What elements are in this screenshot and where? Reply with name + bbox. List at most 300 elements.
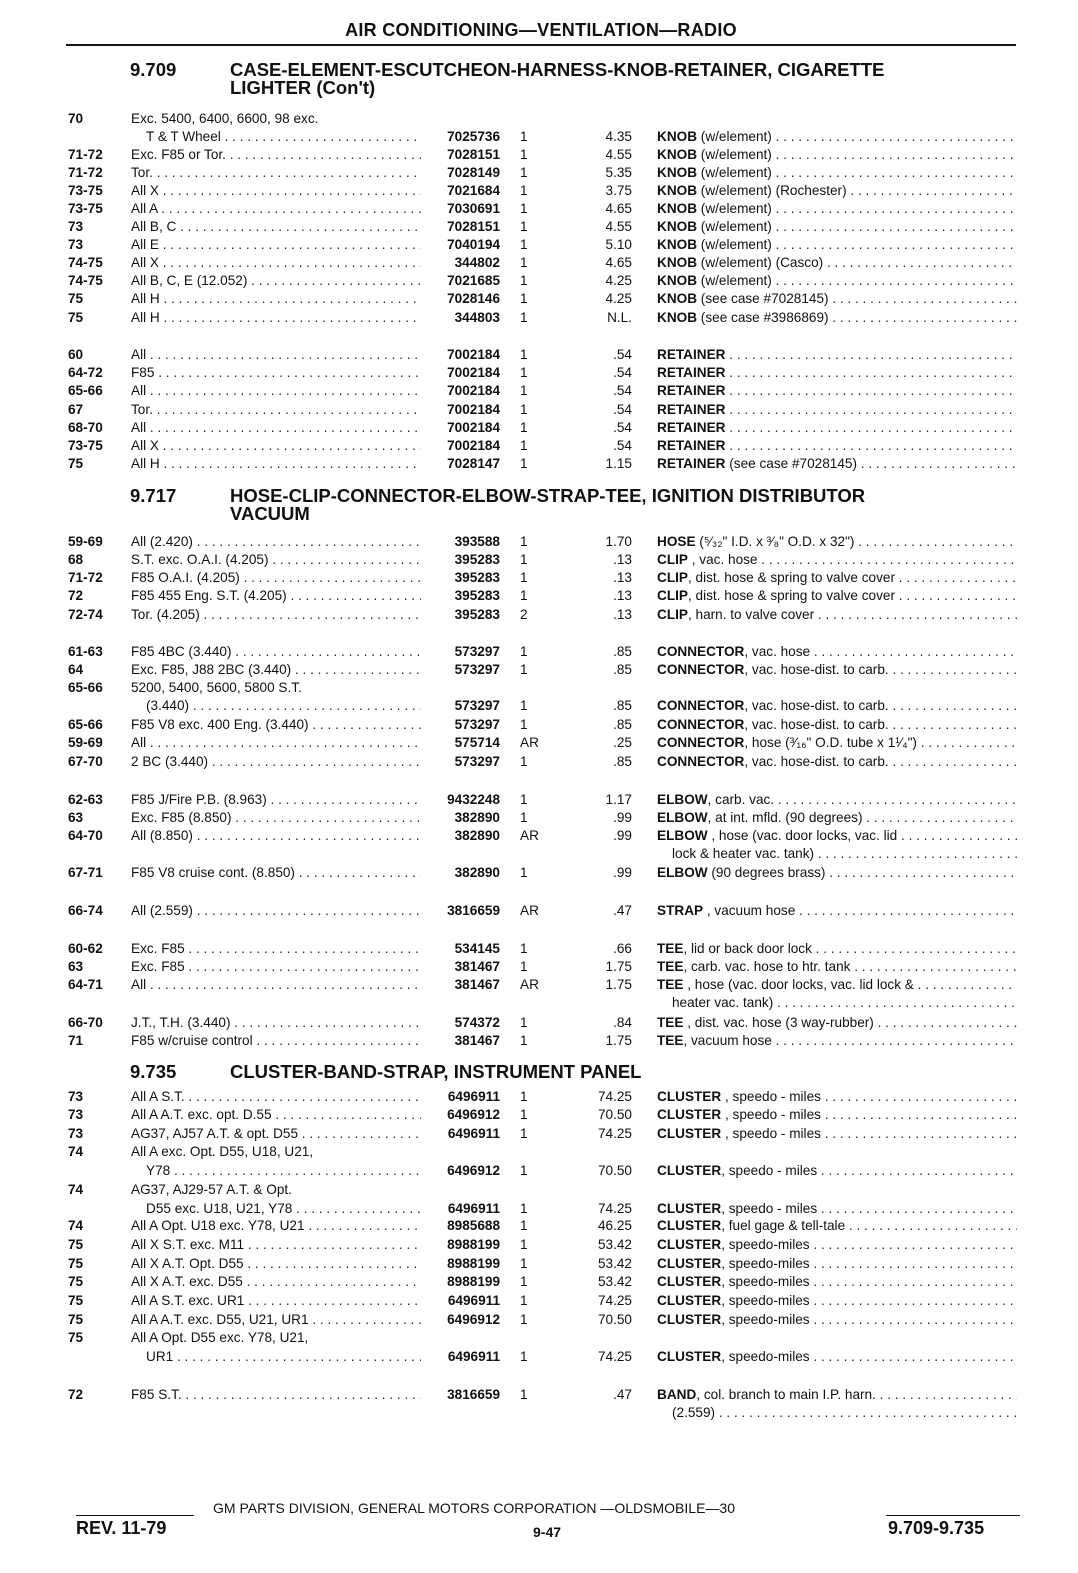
part-name-detail: (w/element) bbox=[697, 129, 772, 144]
part-name bbox=[657, 661, 1017, 679]
application-desc: All X . . . bbox=[131, 437, 421, 455]
part-number: 7030691 bbox=[447, 201, 500, 216]
model-year: 75 bbox=[68, 291, 84, 306]
table-row bbox=[0, 1273, 1078, 1291]
application-desc: AG37, AJ57 A.T. & opt. D55 . . . bbox=[131, 1125, 421, 1143]
application-desc: F85 S.T. . . . bbox=[131, 1386, 421, 1404]
model-year: 65-66 bbox=[68, 717, 103, 732]
part-name-label: RETAINER bbox=[657, 456, 726, 471]
list-price: N.L. bbox=[607, 310, 632, 325]
part-name-detail: (w/element) bbox=[697, 237, 772, 252]
table-row bbox=[0, 1162, 1078, 1180]
table-row bbox=[0, 569, 1078, 587]
model-year: 72 bbox=[68, 1387, 84, 1402]
table-row bbox=[0, 679, 1078, 697]
part-name bbox=[657, 164, 1017, 182]
list-price: .47 bbox=[613, 1387, 632, 1402]
part-number: 573297 bbox=[454, 662, 500, 677]
part-number: 6496912 bbox=[447, 1163, 500, 1178]
part-name-detail: , speedo-miles bbox=[721, 1274, 810, 1289]
quantity: 1 bbox=[520, 310, 528, 325]
application-desc: (3.440) . . . bbox=[146, 697, 421, 715]
part-number: 573297 bbox=[454, 754, 500, 769]
part-number: 382890 bbox=[454, 828, 500, 843]
part-name-label: RETAINER bbox=[657, 383, 726, 398]
part-name-detail: , vac. hose-dist. to carb. bbox=[744, 717, 889, 732]
part-number: 9432248 bbox=[447, 792, 500, 807]
table-row bbox=[0, 643, 1078, 661]
model-year: 72 bbox=[68, 588, 84, 603]
table-row bbox=[0, 902, 1078, 920]
part-name-label: TEE bbox=[657, 1015, 684, 1030]
part-number: 573297 bbox=[454, 717, 500, 732]
table-row bbox=[0, 753, 1078, 771]
table-row bbox=[0, 364, 1078, 382]
model-year: 62-63 bbox=[68, 792, 103, 807]
list-price: 4.25 bbox=[605, 273, 632, 288]
application-desc: Exc. F85, J88 2BC (3.440) . . . bbox=[131, 661, 421, 679]
list-price: .54 bbox=[613, 347, 632, 362]
quantity: 1 bbox=[520, 402, 528, 417]
table-row bbox=[0, 401, 1078, 419]
part-name bbox=[657, 128, 1017, 146]
part-name bbox=[657, 958, 1017, 976]
section-heading: CASE-ELEMENT-ESCUTCHEON-HARNESS-KNOB-RETAINER, CIGARETTE bbox=[230, 59, 885, 80]
application-desc: All A . . . bbox=[131, 200, 421, 218]
part-name bbox=[657, 551, 1017, 569]
application-desc: All B, C, E (12.052) . . . bbox=[131, 272, 421, 290]
list-price: 74.25 bbox=[597, 1293, 632, 1308]
table-row bbox=[0, 791, 1078, 809]
application-desc: F85 V8 exc. 400 Eng. (3.440) . . . bbox=[131, 716, 421, 734]
part-name bbox=[657, 533, 1017, 551]
part-name-detail: , vac. hose bbox=[687, 552, 758, 567]
application-desc: Exc. 5400, 6400, 6600, 98 exc. bbox=[131, 111, 319, 126]
part-name-label: CLIP bbox=[657, 607, 688, 622]
table-row bbox=[0, 218, 1078, 236]
model-year: 73 bbox=[68, 1126, 84, 1141]
part-name bbox=[657, 272, 1017, 290]
table-row bbox=[0, 809, 1078, 827]
part-number: 573297 bbox=[454, 644, 500, 659]
part-name-label: RETAINER bbox=[657, 347, 726, 362]
list-price: 1.75 bbox=[605, 959, 632, 974]
quantity: 1 bbox=[520, 1201, 528, 1216]
part-name bbox=[657, 827, 1017, 845]
part-name-label: TEE bbox=[657, 941, 684, 956]
list-price: .85 bbox=[613, 717, 632, 732]
list-price: .54 bbox=[613, 402, 632, 417]
part-name-detail: , speedo - miles bbox=[721, 1089, 821, 1104]
part-name-detail: , speedo-miles bbox=[721, 1256, 810, 1271]
footer-publisher: GM PARTS DIVISION, GENERAL MOTORS CORPORATION —OLDSMOBILE—30 bbox=[213, 1500, 735, 1516]
table-row bbox=[0, 1217, 1078, 1235]
part-name-detail: , hose (vac. door locks, vac. lid bbox=[707, 828, 898, 843]
list-price: 74.25 bbox=[597, 1201, 632, 1216]
model-year: 61-63 bbox=[68, 644, 103, 659]
part-name-label: KNOB bbox=[657, 237, 698, 252]
part-name-detail: , hose (³⁄₁₆" O.D. tube x 1¹⁄₄") bbox=[744, 735, 917, 750]
list-price: 53.42 bbox=[597, 1237, 632, 1252]
part-name-label: TEE bbox=[657, 977, 684, 992]
model-year: 65-66 bbox=[68, 680, 103, 695]
application-desc: All E . . . bbox=[131, 236, 421, 254]
application-desc: Exc. F85 . . . bbox=[131, 958, 421, 976]
part-name-detail: , speedo - miles bbox=[721, 1163, 818, 1178]
list-price: 74.25 bbox=[597, 1349, 632, 1364]
application-desc: All A A.T. exc. D55, U21, UR1 . . . bbox=[131, 1311, 421, 1329]
model-year: 73 bbox=[68, 237, 84, 252]
part-name-label: CLUSTER bbox=[657, 1201, 722, 1216]
section-heading-cont: VACUUM bbox=[230, 503, 310, 524]
quantity: 1 bbox=[520, 255, 528, 270]
model-year: 73 bbox=[68, 1089, 84, 1104]
list-price: 74.25 bbox=[597, 1089, 632, 1104]
section-title-9717 bbox=[130, 487, 865, 523]
part-number: 7028151 bbox=[447, 219, 500, 234]
section-number: 9.709 bbox=[130, 59, 177, 80]
part-number: 575714 bbox=[454, 735, 500, 750]
model-year: 64 bbox=[68, 662, 84, 677]
part-number: 8988199 bbox=[447, 1256, 500, 1271]
part-name bbox=[657, 200, 1017, 218]
quantity: 1 bbox=[520, 1107, 528, 1122]
part-name bbox=[657, 1088, 1017, 1106]
quantity: 1 bbox=[520, 420, 528, 435]
part-name-detail: (90 degrees brass) bbox=[707, 865, 826, 880]
part-number: 6496911 bbox=[447, 1293, 500, 1308]
part-number: 7028151 bbox=[447, 147, 500, 162]
model-year: 75 bbox=[68, 456, 84, 471]
part-number: 8988199 bbox=[447, 1274, 500, 1289]
part-name-detail: , vac. hose-dist. to carb. bbox=[744, 754, 889, 769]
quantity: AR bbox=[520, 735, 539, 750]
application-desc: All H . . . bbox=[131, 455, 421, 473]
list-price: 1.75 bbox=[605, 977, 632, 992]
part-number: 573297 bbox=[454, 698, 500, 713]
part-number: 3816659 bbox=[447, 903, 500, 918]
application-desc: All X . . . bbox=[131, 182, 421, 200]
list-price: .99 bbox=[613, 810, 632, 825]
part-name bbox=[657, 146, 1017, 164]
part-name bbox=[657, 182, 1017, 200]
quantity: 1 bbox=[520, 129, 528, 144]
table-row bbox=[0, 419, 1078, 437]
part-name-label: KNOB bbox=[657, 219, 698, 234]
part-name bbox=[657, 1311, 1017, 1329]
part-name bbox=[657, 1014, 1017, 1032]
part-name-label: CLUSTER bbox=[657, 1293, 722, 1308]
model-year: 75 bbox=[68, 1256, 84, 1271]
quantity: 1 bbox=[520, 552, 528, 567]
part-name bbox=[657, 1348, 1017, 1366]
quantity: 1 bbox=[520, 1349, 528, 1364]
section-number: 9.735 bbox=[130, 1061, 177, 1082]
part-name bbox=[657, 1217, 1017, 1235]
part-name bbox=[657, 346, 1017, 364]
list-price: 5.35 bbox=[605, 165, 632, 180]
quantity: 1 bbox=[520, 1256, 528, 1271]
part-name-label: RETAINER bbox=[657, 402, 726, 417]
table-row bbox=[0, 455, 1078, 473]
part-name-detail: , speedo-miles bbox=[721, 1312, 810, 1327]
table-row bbox=[0, 976, 1078, 994]
application-desc: All X S.T. exc. M11 . . . bbox=[131, 1236, 421, 1254]
part-name-label: KNOB bbox=[657, 165, 698, 180]
table-row bbox=[0, 551, 1078, 569]
list-price: .47 bbox=[613, 903, 632, 918]
part-name-label: TEE bbox=[657, 1033, 684, 1048]
part-name-detail: (⁵⁄₃₂" I.D. x ³⁄₈" O.D. x 32") bbox=[695, 534, 855, 549]
list-price: 4.25 bbox=[605, 291, 632, 306]
part-name-detail: , vacuum hose bbox=[683, 1033, 772, 1048]
quantity: 1 bbox=[520, 165, 528, 180]
part-name-label: CLIP bbox=[657, 588, 688, 603]
application-desc: All A Opt. D55 exc. Y78, U21, bbox=[131, 1330, 309, 1345]
application-desc: T & T Wheel . . . bbox=[146, 128, 421, 146]
table-row bbox=[0, 236, 1078, 254]
part-name bbox=[657, 1292, 1017, 1310]
application-desc: All X A.T. exc. D55 . . . bbox=[131, 1273, 421, 1291]
quantity: 1 bbox=[520, 1089, 528, 1104]
quantity: 1 bbox=[520, 717, 528, 732]
application-desc: All H . . . bbox=[131, 290, 421, 308]
application-desc: Exc. F85 (8.850) . . . bbox=[131, 809, 421, 827]
part-number: 6496912 bbox=[447, 1107, 500, 1122]
model-year: 75 bbox=[68, 310, 84, 325]
part-number: 7028149 bbox=[447, 165, 500, 180]
model-year: 72-74 bbox=[68, 607, 103, 622]
quantity: 1 bbox=[520, 941, 528, 956]
part-name bbox=[657, 753, 1017, 771]
list-price: .66 bbox=[613, 941, 632, 956]
application-desc: All A S.T. . . . bbox=[131, 1088, 421, 1106]
application-desc: Exc. F85 or Tor. . . . bbox=[131, 146, 421, 164]
list-price: .84 bbox=[613, 1015, 632, 1030]
part-name bbox=[657, 606, 1017, 624]
list-price: .85 bbox=[613, 644, 632, 659]
part-name bbox=[657, 218, 1017, 236]
list-price: .54 bbox=[613, 383, 632, 398]
part-name bbox=[657, 364, 1017, 382]
application-desc: All (2.559) . . . bbox=[131, 902, 421, 920]
model-year: 63 bbox=[68, 959, 84, 974]
part-number: 6496911 bbox=[447, 1089, 500, 1104]
quantity: 1 bbox=[520, 456, 528, 471]
list-price: 70.50 bbox=[597, 1163, 632, 1178]
part-name-detail: , vac. hose bbox=[744, 644, 811, 659]
part-number: 7002184 bbox=[447, 383, 500, 398]
table-row bbox=[0, 994, 1078, 1012]
application-desc: All (2.420) . . . bbox=[131, 533, 421, 551]
table-row bbox=[0, 1236, 1078, 1254]
model-year: 73 bbox=[68, 1107, 84, 1122]
table-row bbox=[0, 346, 1078, 364]
table-row bbox=[0, 309, 1078, 327]
part-number: 381467 bbox=[454, 977, 500, 992]
quantity: 1 bbox=[520, 534, 528, 549]
part-name bbox=[657, 902, 1017, 920]
table-row bbox=[0, 827, 1078, 845]
part-number: 7002184 bbox=[447, 347, 500, 362]
quantity: 1 bbox=[520, 698, 528, 713]
part-name-label: KNOB bbox=[657, 129, 698, 144]
model-year: 60-62 bbox=[68, 941, 103, 956]
part-number: 7025736 bbox=[447, 129, 500, 144]
table-row bbox=[0, 1143, 1078, 1161]
table-row bbox=[0, 1106, 1078, 1124]
part-number: 7002184 bbox=[447, 420, 500, 435]
part-name bbox=[657, 809, 1017, 827]
quantity: 1 bbox=[520, 1312, 528, 1327]
part-name-label: ELBOW bbox=[657, 828, 708, 843]
part-name-label: CLIP bbox=[657, 570, 688, 585]
quantity: 1 bbox=[520, 644, 528, 659]
model-year: 75 bbox=[68, 1274, 84, 1289]
section-heading: CLUSTER-BAND-STRAP, INSTRUMENT PANEL bbox=[230, 1061, 642, 1082]
part-number: 6496911 bbox=[447, 1126, 500, 1141]
part-name-label: CLUSTER bbox=[657, 1089, 722, 1104]
table-row bbox=[0, 1014, 1078, 1032]
part-name bbox=[657, 401, 1017, 419]
model-year: 59-69 bbox=[68, 735, 103, 750]
part-number: 7021684 bbox=[447, 183, 500, 198]
model-year: 66-74 bbox=[68, 903, 103, 918]
table-row bbox=[0, 1292, 1078, 1310]
application-desc: All A A.T. exc. opt. D.55 . . . bbox=[131, 1106, 421, 1124]
part-number: 7002184 bbox=[447, 402, 500, 417]
part-name-detail: , at int. mfld. (90 degrees) bbox=[707, 810, 863, 825]
model-year: 75 bbox=[68, 1330, 84, 1345]
list-price: 4.55 bbox=[605, 147, 632, 162]
part-name bbox=[657, 643, 1017, 661]
part-name bbox=[657, 716, 1017, 734]
part-number: 534145 bbox=[454, 941, 500, 956]
table-row bbox=[0, 1311, 1078, 1329]
list-price: 1.15 bbox=[605, 456, 632, 471]
part-name-label: CONNECTOR bbox=[657, 754, 745, 769]
part-name-label: CLUSTER bbox=[657, 1274, 722, 1289]
model-year: 71-72 bbox=[68, 570, 103, 585]
part-number: 7028147 bbox=[447, 456, 500, 471]
part-name-detail: lock & heater vac. tank) . . . bbox=[672, 845, 1017, 863]
application-desc: All A exc. Opt. D55, U18, U21, bbox=[131, 1144, 314, 1159]
part-name-detail: , harn. to valve cover bbox=[687, 607, 815, 622]
part-name-label: CONNECTOR bbox=[657, 735, 745, 750]
part-name-label: RETAINER bbox=[657, 420, 726, 435]
table-row bbox=[0, 845, 1078, 863]
part-name-label: STRAP bbox=[657, 903, 704, 918]
page-header bbox=[66, 18, 1016, 46]
part-name bbox=[657, 587, 1017, 605]
application-desc: Exc. F85 . . . bbox=[131, 940, 421, 958]
part-number: 393588 bbox=[454, 534, 500, 549]
application-desc: All . . . bbox=[131, 382, 421, 400]
part-name-label: KNOB bbox=[657, 183, 698, 198]
table-row bbox=[0, 182, 1078, 200]
part-name-detail: (see case #3986869) bbox=[697, 310, 829, 325]
quantity: 1 bbox=[520, 347, 528, 362]
part-name bbox=[657, 455, 1017, 473]
footer-rule-right bbox=[886, 1515, 1020, 1516]
quantity: 1 bbox=[520, 1033, 528, 1048]
application-desc: Tor. . . . bbox=[131, 164, 421, 182]
table-row bbox=[0, 1329, 1078, 1347]
application-desc: Y78 . . . bbox=[146, 1162, 421, 1180]
quantity: 1 bbox=[520, 810, 528, 825]
part-name-detail: (see case #7028145) bbox=[725, 456, 857, 471]
list-price: .54 bbox=[613, 420, 632, 435]
part-name-detail: , speedo-miles bbox=[721, 1349, 810, 1364]
quantity: 1 bbox=[520, 273, 528, 288]
part-name-detail: , dist. hose & spring to valve cover bbox=[687, 570, 895, 585]
quantity: 1 bbox=[520, 662, 528, 677]
list-price: .13 bbox=[613, 588, 632, 603]
list-price: 4.55 bbox=[605, 219, 632, 234]
quantity: 1 bbox=[520, 1237, 528, 1252]
part-name-label: KNOB bbox=[657, 291, 698, 306]
application-desc: F85 J/Fire P.B. (8.963) . . . bbox=[131, 791, 421, 809]
part-name-label: ELBOW bbox=[657, 810, 708, 825]
table-row bbox=[0, 864, 1078, 882]
table-row bbox=[0, 200, 1078, 218]
part-name bbox=[657, 1255, 1017, 1273]
application-desc: All X A.T. Opt. D55 . . . bbox=[131, 1255, 421, 1273]
part-name-detail: (w/element) bbox=[697, 165, 772, 180]
quantity: 1 bbox=[520, 219, 528, 234]
application-desc: J.T., T.H. (3.440) . . . bbox=[131, 1014, 421, 1032]
part-name-label: KNOB bbox=[657, 273, 698, 288]
part-name-label: CLUSTER bbox=[657, 1218, 722, 1233]
application-desc: AG37, AJ29-57 A.T. & Opt. bbox=[131, 1182, 292, 1197]
table-row bbox=[0, 290, 1078, 308]
quantity: 1 bbox=[520, 1387, 528, 1402]
quantity: 1 bbox=[520, 570, 528, 585]
application-desc: All A Opt. U18 exc. Y78, U21 . . . bbox=[131, 1217, 421, 1235]
part-name-label: CLUSTER bbox=[657, 1256, 722, 1271]
model-year: 73-75 bbox=[68, 438, 103, 453]
part-name-label: RETAINER bbox=[657, 365, 726, 380]
model-year: 75 bbox=[68, 1293, 84, 1308]
quantity: AR bbox=[520, 977, 539, 992]
part-name-label: HOSE bbox=[657, 534, 696, 549]
part-name-detail: , speedo-miles bbox=[721, 1237, 810, 1252]
table-row bbox=[0, 128, 1078, 146]
table-row bbox=[0, 1181, 1078, 1199]
list-price: .85 bbox=[613, 754, 632, 769]
table-row bbox=[0, 146, 1078, 164]
part-number: 8988199 bbox=[447, 1237, 500, 1252]
section-heading: HOSE-CLIP-CONNECTOR-ELBOW-STRAP-TEE, IGNITION DISTRIBUTOR bbox=[230, 485, 866, 506]
part-name bbox=[657, 791, 1017, 809]
model-year: 59-69 bbox=[68, 534, 103, 549]
part-number: 395283 bbox=[454, 607, 500, 622]
table-row bbox=[0, 437, 1078, 455]
part-name bbox=[657, 254, 1017, 272]
part-name-detail: (w/element) bbox=[697, 219, 772, 234]
part-name-detail: , col. branch to main I.P. harn. bbox=[696, 1387, 876, 1402]
application-desc: F85 O.A.I. (4.205) . . . bbox=[131, 569, 421, 587]
table-row bbox=[0, 110, 1078, 128]
section-title-9735 bbox=[130, 1063, 641, 1081]
model-year: 74-75 bbox=[68, 273, 103, 288]
part-name-label: CONNECTOR bbox=[657, 717, 745, 732]
table-row bbox=[0, 1255, 1078, 1273]
part-name-label: CLIP bbox=[657, 552, 688, 567]
application-desc: 5200, 5400, 5600, 5800 S.T. bbox=[131, 680, 302, 695]
quantity: AR bbox=[520, 903, 539, 918]
part-number: 382890 bbox=[454, 810, 500, 825]
